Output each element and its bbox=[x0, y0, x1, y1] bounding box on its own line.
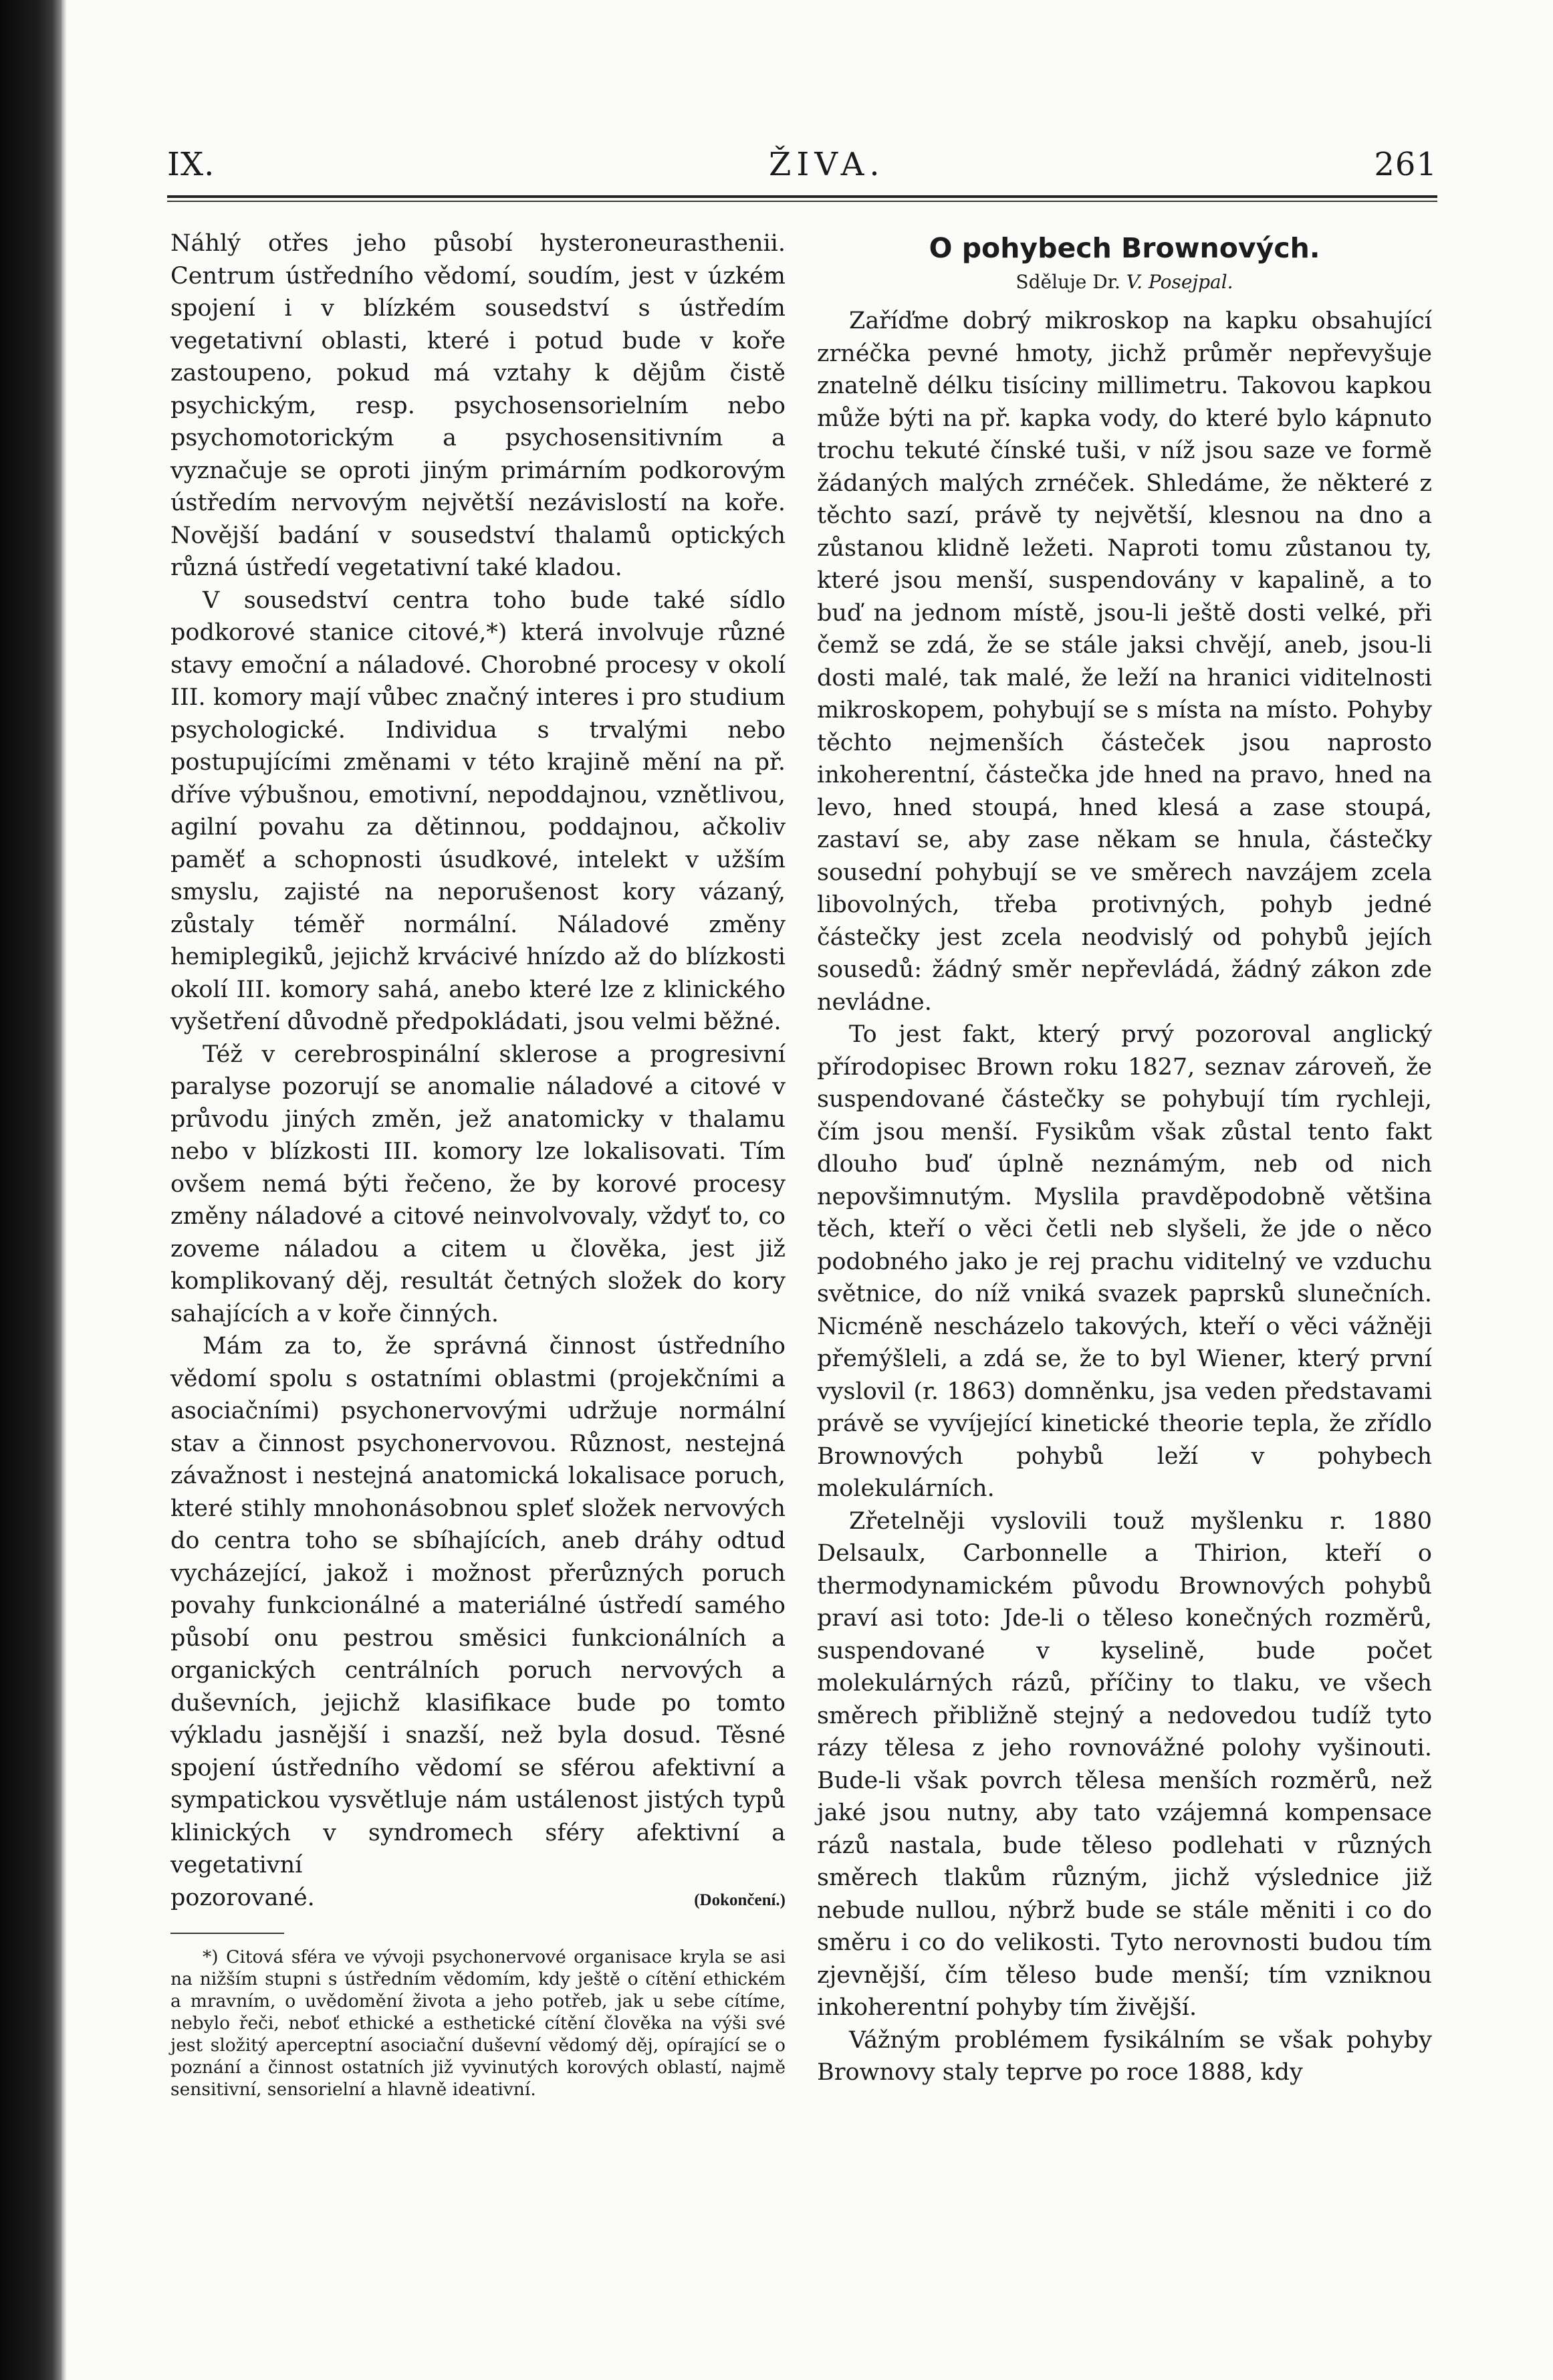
header-rule-thin bbox=[167, 201, 1437, 202]
footnote: *) Citová sféra ve vývoji psychonervové organisace kryla se asi na nižším stupni s ústředním vědomím, kdy ještě o cítění ethickém a mravním, o uvědomění života a jeho potřeb, jak u sebe cítíme, nebylo řeči, neboť ethické a esthetické cítění člověka na výši své jest složitý aperceptní asociační duševní vědomý děj, opírající se o poznání a činnost ostatních již vyvinutých korových oblastí, najmě sensitivní, sensorielní a hlavně ideativní. bbox=[170, 1947, 786, 2100]
paragraph: Též v cerebrospinální sklerose a progresivní paralyse pozorují se anomalie náladové a citové v průvodu jiných změn, jež anatomicky v thalamu nebo v blízkosti III. komory lze lokalisovati. Tím ovšem nemá býti řečeno, že by korové procesy změny náladové a citové neinvolvovaly, vždyť to, co zoveme náladou a citem u člověka, jest již komplikovaný děj, resultát četných složek do kory sahajících a v koře činných. bbox=[170, 1041, 786, 1327]
byline bbox=[817, 269, 1432, 296]
closing-line bbox=[170, 1882, 786, 1917]
running-header bbox=[167, 146, 1437, 193]
paragraph: Vážným problémem fysikálním se však pohyby Brownovy staly teprve po roce 1888, kdy bbox=[817, 2026, 1432, 2086]
paragraph: Náhlý otřes jeho působí hysteroneurasthenii. Centrum ústředního vědomí, soudím, jest v úzkém spojení i v blízkém sousedství s ústředím vegetativní oblasti, které i potud bude v koře zastoupeno, pokud má vztahy k dějům čistě psychickým, resp. psychosensorielním nebo psychomotorickým a psychosensitivním a vyznačuje se oproti jiným primárním podkorovým ústředím nervovým největší nezávislostí na koře. Novější badání v sousedství thalamů optických různá ústředí vegetativní také kladou. bbox=[170, 230, 786, 581]
continuation-note: (Dokončení.) bbox=[694, 1890, 786, 1909]
journal-title: ŽIVA. bbox=[769, 146, 885, 183]
article-title: O pohybech Brownových. bbox=[929, 232, 1320, 264]
closing-text: pozorované. bbox=[170, 1884, 315, 1911]
author-name: V. Posejpal. bbox=[1126, 271, 1233, 293]
header-rule bbox=[167, 195, 1437, 198]
left-column bbox=[170, 227, 786, 2100]
book-binding-shadow bbox=[0, 0, 62, 2380]
right-column bbox=[817, 227, 1432, 2089]
footnote-rule bbox=[170, 1933, 284, 1934]
paragraph: To jest fakt, který prvý pozoroval anglický přírodopisec Brown roku 1827, seznav zároveň, že suspendované částečky se pohybují tím rychleji, čím jsou menší. Fysikům však zůstal tento fakt dlouho buď úplně neznámým, neb od nich nepovšimnutým. Myslila pravděpodobně většina těch, kteří o věci četli neb slyšeli, že jde o něco podobného jako je rej prachu viditelný ve vzduchu světnice, do níž vniká svazek paprsků slunečních. Nicméně nescházelo takových, kteří o věci vážněji přemýšleli, a zdá se, že to byl Wiener, který první vyslovil (r. 1863) domněnku, jsa veden představami právě se vyvíjející kinetické theorie tepla, že zřídlo Brownových pohybů leží v pohybech molekulárních. bbox=[817, 1021, 1432, 1502]
paragraph: Zaříďme dobrý mikroskop na kapku obsahující zrnéčka pevné hmoty, jichž průměr nepřevyšuje znatelně délku tisíciny millimetru. Takovou kapkou může býti na př. kapka vody, do které bylo kápnuto trochu tekuté čínské tuši, v níž jsou saze ve formě žádaných malých zrnéček. Shledáme, že některé z těchto sazí, právě ty největší, klesnou na dno a zůstanou klidně ležeti. Naproti tomu zůstanou ty, které jsou menší, suspendovány v kapalině, a to buď na jednom místě, jsou-li ještě dosti velké, při čemž se zdá, že se stále jaksi chvějí, aneb, jsou-li dosti malé, tak malé, že leží na hranici viditelnosti mikroskopem, pohybují se s místa na místo. Pohyby těchto nejmenších částeček jsou naprosto inkoherentní, částečka jde hned na pravo, hned na levo, hned stoupá, hned klesá a zase stoupá, zastaví se, aby zase někam se hnula, částečky sousední pohybují se ve směrech navzájem zcela libovolných, třeba protivných, pohyb jedné částečky jest zcela neodvislý od pohybů jejích sousedů: žádný směr nepřevládá, žádný zákon zde nevládne. bbox=[817, 308, 1432, 1016]
volume-number: IX. bbox=[167, 146, 215, 183]
paragraph: Mám za to, že správná činnost ústředního vědomí spolu s ostatními oblastmi (projekčními a asociačními) psychonervovými udržuje normální stav a činnost psychonervovou. Různost, nestejná závažnost i nestejná anatomická lokalisace poruch, které stihly mnohonásobnou spleť složek nervových do centra toho se sbíhajících, aneb dráhy odtud vycházející, jakož i možnost přerůzných poruch povahy funkcionálné a materiálné ústředí samého působí onu pestrou směsici funkcionálních a organických centrálních poruch nervových a duševních, jejichž klasifikace bude po tomto výkladu jasnější i snazší, než byla dosud. Těsné spojení ústředního vědomí se sférou afektivní a sympatickou vysvětluje nám ustálenost jistých typů klinických v syndromech sféry afektivní a vegetativní bbox=[170, 1333, 786, 1878]
paragraph: V sousedství centra toho bude také sídlo podkorové stanice citové,*) která involvuje různé stavy emoční a náladové. Chorobné procesy v okolí III. komory mají vůbec značný interes i pro studium psychologické. Individua s trvalými nebo postupujícími změnami v této krajině mění na př. dříve výbušnou, emotivní, nepoddajnou, vznětlivou, agilní povahu za dětinnou, poddajnou, ačkoliv paměť a schopnosti úsudkové, intelekt v užším smyslu, zajisté na neporušenost kory vázaný, zůstaly téměř normální. Náladové změny hemiplegiků, jejichž krvácivé hnízdo až do blízkosti okolí III. komory sahá, anebo které lze z klinického vyšetření důvodně předpokládati, jsou velmi běžné. bbox=[170, 586, 786, 1035]
page-number: 261 bbox=[1374, 146, 1437, 183]
paragraph: Zřetelněji vyslovili touž myšlenku r. 1880 Delsaulx, Carbonnelle a Thirion, kteří o thermodynamickém původu Brownových pohybů praví asi toto: Jde-li o těleso konečných rozměrů, suspendované v kyselině, bude počet molekulárných rázů, příčiny to tlaku, ve všech směrech přibližně stejný a nedovedou tudíž tyto rázy tělesa z jeho rovnovážné polohy vyšinouti. Bude-li však povrch tělesa menších rozměrů, než jaké jsou nutny, aby tato vzájemná kompensace rázů nastala, bude těleso podlehati v různých směrech tlakům různým, jichž výslednice již nebude nullou, nýbrž bude se stále měniti i co do směru i co do velikosti. Tyto nerovnosti budou tím zjevnější, čím těleso bude menší; tím vzniknou inkoherentní pohyby tím živější. bbox=[817, 1507, 1432, 2021]
binding-edge-shadow bbox=[62, 0, 67, 2380]
byline-prefix: Sděluje Dr. bbox=[1016, 271, 1120, 293]
